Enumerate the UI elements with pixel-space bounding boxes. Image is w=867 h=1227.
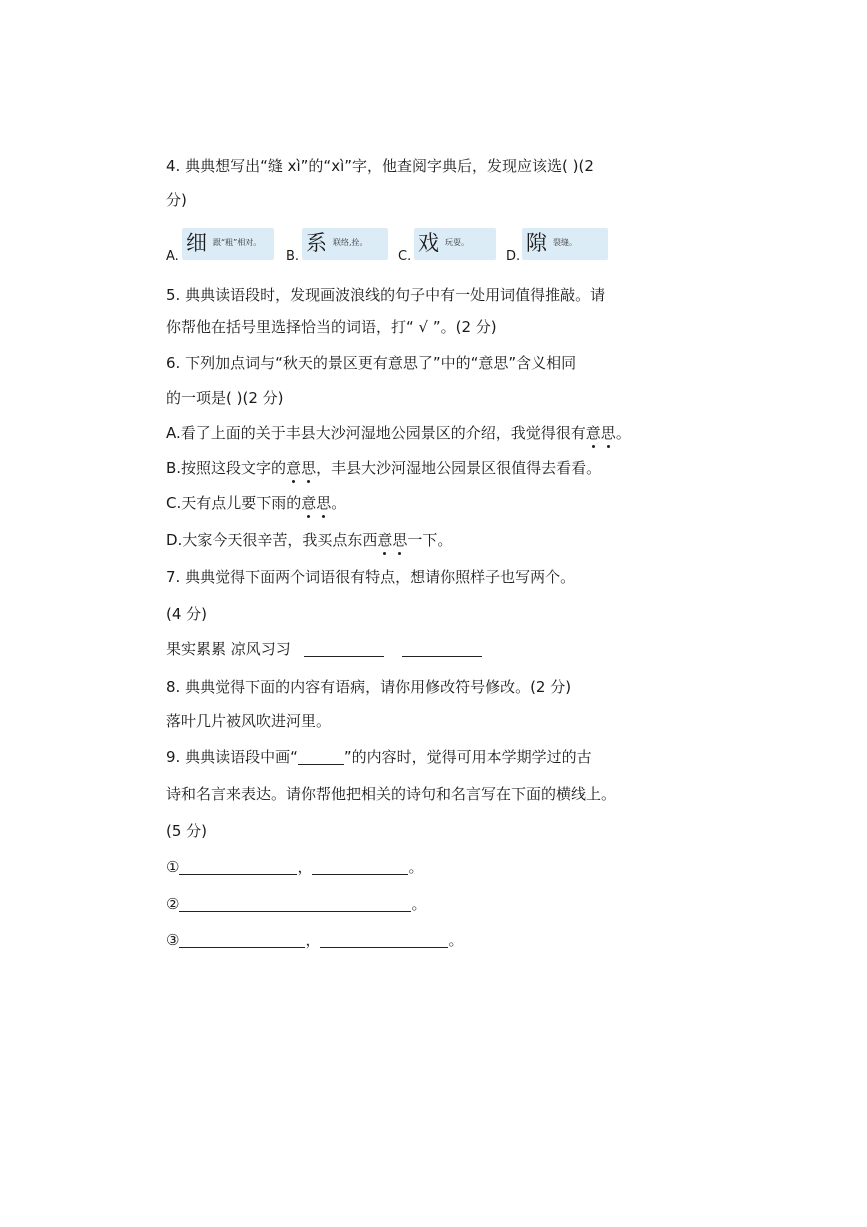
dotted-char: 思: [301, 459, 317, 477]
dotted-char: 意: [585, 424, 601, 442]
answer-blank[interactable]: [320, 931, 448, 948]
answer-blank[interactable]: [179, 895, 411, 912]
question-9-text: [166, 746, 592, 768]
question-6-option-d[interactable]: [166, 529, 452, 551]
question-9-text-end: ”的内容时，觉得可用本学期学过的古: [343, 748, 592, 766]
option-a-text: A.看了上面的关于丰县大沙河湿地公园景区的介绍，我觉得很有: [166, 424, 586, 442]
option-b-note: 联络,拴。: [333, 238, 368, 247]
option-b-letter: B.: [286, 249, 300, 264]
option-d-card: [522, 228, 608, 260]
option-b-text: B.按照这段文字的: [166, 459, 287, 477]
option-b-card: [302, 228, 388, 260]
question-5-text: 5. 典典读语段时，发现画波浪线的句子中有一处用词值得推敲。请: [166, 286, 606, 304]
question-9-text-cont: 诗和名言来表达。请你帮他把相关的诗句和名言写在下面的横线上。: [166, 785, 617, 803]
answer-blank[interactable]: [304, 640, 384, 657]
option-d-letter: D.: [506, 249, 521, 264]
option-d-note: 裂缝。: [553, 238, 577, 247]
option-d-char: 隙: [526, 231, 547, 255]
dotted-char: 思: [600, 424, 616, 442]
question-4-options: [166, 226, 686, 266]
period: 。: [408, 858, 424, 876]
example-words: 果实累累 凉风习习: [166, 640, 291, 658]
question-7-answer-row: [166, 638, 482, 660]
option-a-text-end: 。: [615, 424, 631, 442]
option-a-card: [182, 228, 274, 260]
comma: ，: [297, 858, 313, 876]
answer-blank[interactable]: [179, 858, 297, 875]
question-5-text-cont: 你帮他在括号里选择恰当的词语，打“ √ ”。(2 分): [166, 318, 497, 336]
question-7-text-cont: (4 分): [166, 605, 208, 623]
circled-number: ②: [166, 895, 180, 913]
question-9-text-start: 9. 典典读语段中画“: [166, 748, 298, 766]
answer-line-2: [166, 893, 426, 915]
question-6-text: 6. 下列加点词与“秋天的景区更有意思了”中的“意思”含义相同: [166, 354, 577, 372]
option-c-text: C.天有点儿要下雨的: [166, 494, 302, 512]
period: 。: [411, 895, 427, 913]
circled-number: ①: [166, 858, 180, 876]
question-6-option-c[interactable]: [166, 492, 346, 514]
question-7-text: 7. 典典觉得下面两个词语很有特点，想请你照样子也写两个。: [166, 568, 576, 586]
question-8-sentence: 落叶几片被风吹进河里。: [166, 712, 332, 730]
question-4-text-cont: 分): [166, 191, 187, 209]
option-a-letter: A.: [166, 249, 179, 264]
comma: ，: [305, 931, 321, 949]
question-9-score: (5 分): [166, 822, 208, 840]
option-d-text-end: 一下。: [407, 531, 453, 549]
option-c-note: 玩耍。: [445, 238, 469, 247]
option-a-note: 跟“粗”相对。: [213, 238, 262, 247]
period: 。: [448, 931, 464, 949]
answer-blank[interactable]: [402, 640, 482, 657]
dotted-char: 意: [301, 494, 317, 512]
option-b-text-end: ，丰县大沙河湿地公园景区很值得去看看。: [316, 459, 602, 477]
dotted-char: 意: [377, 531, 393, 549]
answer-blank[interactable]: [312, 858, 408, 875]
option-c-letter: C.: [398, 249, 412, 264]
option-a-char: 细: [186, 231, 207, 255]
question-6-option-b[interactable]: [166, 457, 601, 479]
question-8-text: 8. 典典觉得下面的内容有语病，请你用修改符号修改。(2 分): [166, 678, 572, 696]
answer-blank[interactable]: [179, 931, 305, 948]
answer-line-1: [166, 856, 423, 878]
question-6-text-cont: 的一项是( )(2 分): [166, 389, 284, 407]
question-4-text: 4. 典典想写出“缝 xì”的“xì”字，他查阅字典后，发现应该选( )(2: [166, 157, 594, 175]
option-c-card: [414, 228, 496, 260]
circled-number: ③: [166, 931, 180, 949]
option-d-text: D.大家今天很辛苦，我买点东西: [166, 531, 378, 549]
option-b-char: 系: [306, 231, 327, 255]
option-c-text-end: 。: [331, 494, 347, 512]
dotted-char: 思: [316, 494, 332, 512]
answer-line-3: [166, 929, 463, 951]
option-c-char: 戏: [418, 231, 439, 255]
dotted-char: 意: [286, 459, 302, 477]
question-6-option-a[interactable]: [166, 422, 631, 444]
inline-blank: [298, 749, 344, 765]
dotted-char: 思: [392, 531, 408, 549]
